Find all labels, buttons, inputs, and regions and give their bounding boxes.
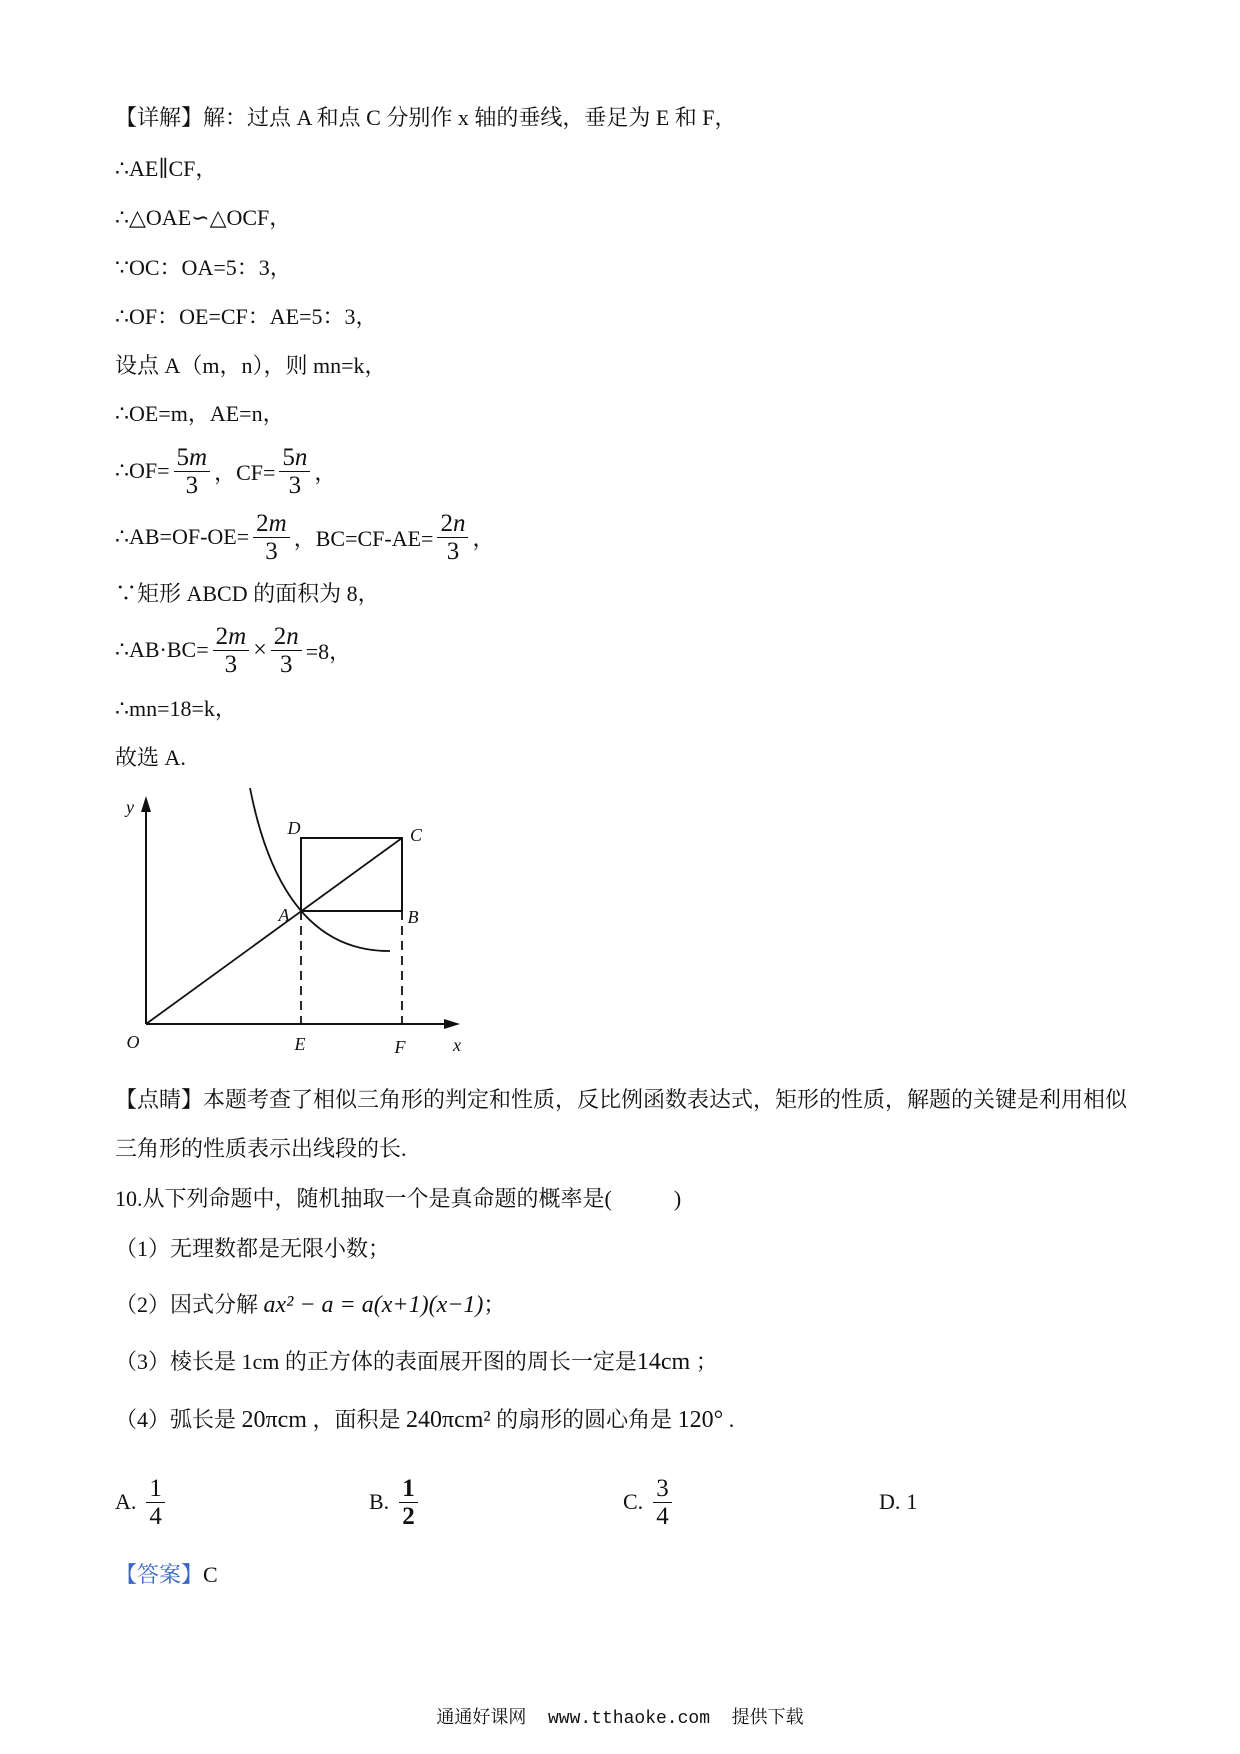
fraction-numerator: [271, 623, 302, 651]
question-item-1: （1）无理数都是无限小数；: [115, 1236, 391, 1261]
option-a: [115, 1472, 169, 1532]
label-c: C: [409, 825, 423, 845]
option-b: [369, 1472, 422, 1532]
label-f: F: [394, 1037, 406, 1057]
fraction-denominator: 3: [185, 471, 199, 499]
line9-text-3: ，: [472, 525, 495, 551]
label-a: A: [278, 905, 290, 925]
label-o: O: [126, 1032, 140, 1052]
question-item-3: [115, 1348, 718, 1376]
item3-math: 14cm: [636, 1349, 691, 1375]
fraction-numerator: [213, 623, 250, 651]
item2-math: ax² − a = a(x+1)(x−1): [263, 1292, 484, 1318]
line8-text-3: ，: [314, 459, 337, 485]
fraction-ab: [253, 510, 290, 565]
label-d: D: [287, 818, 301, 838]
numerator-coefficient: 5: [176, 443, 190, 471]
numerator-coefficient: 2: [273, 622, 287, 650]
question-item-2: [115, 1291, 505, 1319]
solution-line-1: 【详解】解：过点 A 和点 C 分别作 x 轴的垂线，垂足为 E 和 F，: [115, 105, 737, 130]
line11-text-2: =8，: [305, 638, 352, 664]
geometry-figure: [100, 780, 480, 1070]
label-x: x: [453, 1035, 461, 1055]
item4-text-2: ，面积是: [306, 1407, 406, 1432]
fraction-numerator: [279, 444, 310, 472]
x-axis-arrow: [444, 1019, 460, 1029]
item4-area: 240πcm²: [405, 1407, 491, 1433]
numerator-variable: m: [268, 509, 287, 537]
solution-line-2: ∴AE∥CF，: [115, 156, 218, 181]
fraction-denominator: 3: [288, 471, 302, 499]
solution-line-3: ∴△OAE∽△OCF，: [115, 205, 292, 230]
option-fraction: [399, 1475, 418, 1530]
fraction-denominator: 3: [224, 650, 238, 678]
comment-line-1: 【点睛】本题考查了相似三角形的判定和性质，反比例函数表达式，矩形的性质，解题的关键是利用相似: [115, 1087, 1128, 1112]
item4-text-1: （4）弧长是: [115, 1407, 242, 1432]
fraction-denominator: 4: [656, 1502, 669, 1530]
solution-line-5: ∴OF：OE=CF：AE=5：3，: [115, 304, 378, 329]
fraction-bc: [271, 623, 302, 678]
numerator-variable: m: [228, 622, 247, 650]
numerator-variable: n: [294, 443, 308, 471]
fraction-denominator: 3: [446, 537, 460, 565]
line8-text-2: ，CF=: [214, 459, 276, 485]
multiply-sign: ×: [253, 636, 267, 663]
comment-line-2: 三角形的性质表示出线段的长.: [115, 1136, 407, 1161]
numerator-coefficient: 2: [256, 509, 269, 537]
solution-line-6: 设点 A（m，n），则 mn=k，: [115, 353, 387, 378]
item3-end: ；: [690, 1349, 718, 1374]
line9-text-1: ∴AB=OF-OE=: [115, 524, 250, 549]
line9-text-2: ，BC=CF-AE=: [293, 525, 434, 551]
numerator-variable: n: [452, 509, 466, 537]
item4-text-4: .: [723, 1407, 735, 1432]
item4-arc-length: 20πcm: [241, 1407, 307, 1433]
fraction-numerator: 1: [399, 1475, 418, 1503]
fraction-numerator: [174, 444, 211, 472]
page-footer: 通通好课网 www.tthaoke.com 提供下载: [436, 1709, 804, 1729]
label-y: y: [126, 797, 134, 817]
item2-text: （2）因式分解: [115, 1292, 264, 1317]
fraction-denominator: 2: [402, 1502, 415, 1530]
fraction-denominator: 3: [280, 650, 293, 678]
numerator-variable: n: [286, 622, 299, 650]
fraction-denominator: 3: [265, 537, 278, 565]
solution-line-10: ∵矩形 ABCD 的面积为 8，: [115, 581, 380, 606]
question-stem-text: 10.从下列命题中，随机抽取一个是真命题的概率是(: [115, 1186, 612, 1211]
label-e: E: [294, 1034, 306, 1054]
numerator-variable: m: [189, 443, 208, 471]
fraction-bc: [437, 510, 468, 565]
fraction-ab: [213, 623, 250, 678]
option-letter: A.: [115, 1489, 137, 1514]
solution-line-9: [115, 507, 494, 567]
solution-line-7: ∴OE=m，AE=n，: [115, 401, 285, 426]
numerator-coefficient: 2: [440, 509, 453, 537]
y-axis-arrow: [141, 796, 151, 812]
hyperbola-curve: [250, 788, 390, 951]
numerator-coefficient: 5: [282, 443, 295, 471]
question-item-4: [115, 1406, 734, 1434]
item4-text-3: 的扇形的圆心角是: [490, 1407, 678, 1432]
solution-line-13: 故选 A.: [115, 745, 186, 770]
option-c: [623, 1472, 676, 1532]
solution-line-4: ∵OC：OA=5：3，: [115, 255, 292, 280]
fraction-numerator: 3: [653, 1475, 672, 1503]
label-b: B: [407, 907, 419, 927]
fraction-cf: [279, 444, 310, 499]
solution-line-11: [115, 620, 351, 680]
fraction-numerator: 1: [146, 1475, 165, 1503]
item2-end: ；: [483, 1292, 506, 1317]
option-letter: B.: [369, 1489, 390, 1514]
solution-line-8: [115, 441, 336, 501]
answer-value: C: [203, 1562, 218, 1587]
item3-text: （3）棱长是 1cm 的正方体的表面展开图的周长一定是: [115, 1349, 637, 1374]
question-stem-close: ): [673, 1186, 682, 1211]
question-stem: [115, 1185, 681, 1213]
option-d: [879, 1472, 917, 1532]
numerator-coefficient: 2: [215, 622, 229, 650]
fraction-of: [174, 444, 211, 499]
item4-angle: 120°: [677, 1407, 724, 1433]
option-fraction: [653, 1475, 672, 1530]
line8-text-1: ∴OF=: [115, 458, 170, 483]
answer-line: [115, 1561, 218, 1589]
fraction-denominator: 4: [149, 1502, 162, 1530]
line11-text-1: ∴AB·BC=: [115, 637, 209, 662]
solution-line-12: ∴mn=18=k，: [115, 696, 237, 721]
fraction-numerator: [253, 510, 290, 538]
option-value: 1: [906, 1489, 918, 1514]
option-letter: D.: [879, 1489, 901, 1514]
option-fraction: [146, 1475, 165, 1530]
fraction-numerator: [437, 510, 468, 538]
option-letter: C.: [623, 1489, 644, 1514]
answer-label: 【答案】: [115, 1562, 204, 1587]
